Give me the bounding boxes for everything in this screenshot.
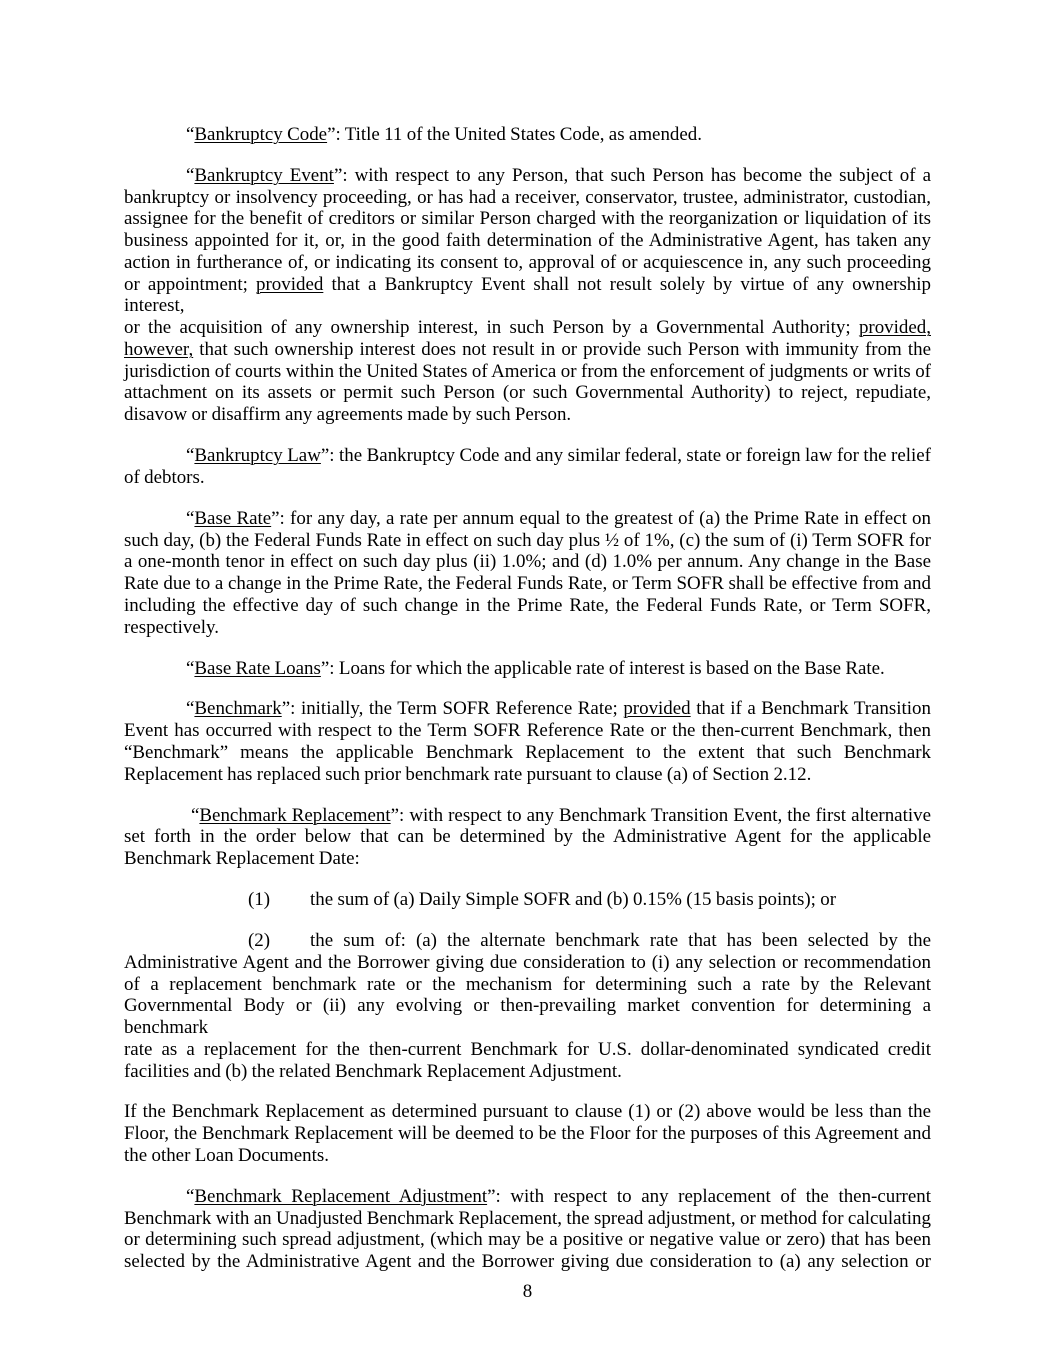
text-segment: jurisdiction of courts within the United States of America or from the enforcement of judgments or writs of (124, 360, 931, 382)
text-segment: the sum of: (a) the alternate benchmark rate that has been selected by the (310, 930, 931, 951)
text-segment: action in furtherance of, or indicating its consent to, approval of or acquiescence in, any such proceeding (124, 251, 931, 273)
text-segment: attachment on its assets or permit such Person (or such Governmental Authority) to reject, repudiate, (124, 382, 931, 404)
text-line (124, 1251, 931, 1273)
text-line (124, 124, 931, 146)
defined-term: Base Rate (194, 507, 272, 529)
open-quote: “ (186, 507, 195, 529)
definition-text: ”: with respect to any Benchmark Transition Event, the first alternative (390, 804, 931, 826)
text-line (124, 382, 931, 404)
text-line (124, 252, 931, 274)
open-quote: “ (186, 164, 195, 186)
text-segment: or appointment; (124, 273, 257, 295)
text-line (124, 445, 931, 467)
text-line (124, 361, 931, 383)
text-line (124, 208, 931, 230)
text-segment: disavow or disaffirm any agreements made by such Person. (124, 404, 572, 426)
page-body (124, 124, 931, 1292)
definition-benchmark (124, 698, 931, 785)
text-line (124, 1061, 931, 1083)
text-line (124, 848, 931, 870)
text-segment: that if a Benchmark Transition (690, 698, 931, 720)
underlined-proviso: however, (124, 338, 194, 360)
text-line (124, 274, 931, 318)
definition-base-rate-loans (124, 658, 931, 680)
definition-bankruptcy-law (124, 445, 931, 489)
open-quote: “ (186, 698, 195, 720)
text-line (124, 698, 931, 720)
text-line (124, 805, 931, 827)
text-line (124, 1208, 931, 1230)
text-line (124, 720, 931, 742)
text-line (124, 165, 931, 187)
list-label: (2) (248, 930, 271, 951)
text-line (124, 1039, 931, 1061)
text-line (124, 404, 931, 426)
text-line (124, 930, 931, 952)
text-segment: Replacement has replaced such prior benchmark rate pursuant to clause (a) of Section 2.12. (124, 763, 812, 785)
text-line (124, 1123, 931, 1145)
text-segment: assignee for the benefit of creditors or similar Person charged with the reorganization or liquidation of its (124, 208, 931, 230)
defined-term: Benchmark Replacement Adjustment (194, 1185, 488, 1207)
text-segment: Governmental Body or (ii) any evolving or then-prevailing market convention for determining a benchmark (124, 995, 931, 1038)
text-segment: that such ownership interest does not result in or provide such Person with immunity from the (193, 338, 931, 360)
underlined-proviso: provided, (858, 317, 931, 339)
text-segment: a one-month tenor in effect on such day plus (ii) 1.0%; and (d) 1.0% per annum. Any change in the Base (124, 551, 931, 573)
definition-benchmark-replacement-adjustment (124, 1186, 931, 1273)
text-segment: of debtors. (124, 466, 205, 488)
text-line (124, 1145, 931, 1167)
text-segment: Event has occurred with respect to the Term SOFR Reference Rate or the then-current Benchmark, then (124, 720, 931, 742)
definition-text: ”: initially, the Term SOFR Reference Rate; (281, 698, 624, 720)
text-line (124, 995, 931, 1039)
text-line (124, 187, 931, 209)
text-segment: or the acquisition of any ownership interest, in such Person by a Governmental Authority; (124, 317, 859, 339)
open-quote: “ (186, 657, 195, 679)
text-segment: the other Loan Documents. (124, 1144, 329, 1166)
text-line (124, 1186, 931, 1208)
underlined-proviso: provided (256, 273, 324, 295)
text-line (124, 952, 931, 974)
text-line (124, 551, 931, 573)
text-segment: or determining such spread adjustment, (which may be a positive or negative value or zero) that has been (124, 1229, 931, 1251)
text-segment: including the effective day of such change in the Prime Rate, the Federal Funds Rate, or Term SOFR, (124, 594, 931, 616)
definition-bankruptcy-code (124, 124, 931, 146)
text-line (124, 230, 931, 252)
text-line (124, 339, 931, 361)
text-segment: of a replacement benchmark rate or the mechanism for determining such a rate by the Relevant (124, 973, 931, 995)
text-line (124, 617, 931, 639)
list-item-1 (124, 889, 931, 911)
text-segment: If the Benchmark Replacement as determined pursuant to clause (1) or (2) above would be less than the (124, 1101, 931, 1123)
definition-text: ”: for any day, a rate per annum equal to the greatest of (a) the Prime Rate in effect on (271, 507, 931, 529)
definition-text: ”: the Bankruptcy Code and any similar federal, state or foreign law for the relief (320, 445, 931, 467)
defined-term: Bankruptcy Event (194, 164, 334, 186)
definition-text: ”: Title 11 of the United States Code, as amended. (327, 124, 702, 145)
text-segment: Rate due to a change in the Prime Rate, the Federal Funds Rate, or Term SOFR shall be effective from and (124, 573, 931, 595)
definition-text: ”: Loans for which the applicable rate of interest is based on the Base Rate. (320, 657, 885, 679)
text-segment: business appointed for it, or, in the good faith determination of the Administrative Agent, has taken any (124, 230, 931, 252)
text-segment: facilities and (b) the related Benchmark Replacement Adjustment. (124, 1060, 622, 1082)
defined-term: Base Rate Loans (194, 657, 321, 679)
text-segment: that a Bankruptcy Event shall not result solely by virtue of any ownership interest, (124, 273, 932, 317)
open-quote: “ (191, 804, 200, 826)
floor-paragraph (124, 1101, 931, 1166)
text-segment: the sum of (a) Daily Simple SOFR and (b) 0.15% (15 basis points); or (310, 889, 837, 911)
text-line (124, 1229, 931, 1251)
definition-bankruptcy-event (124, 165, 931, 426)
text-line (124, 1101, 931, 1123)
text-line (124, 573, 931, 595)
text-line (124, 317, 931, 339)
defined-term: Benchmark Replacement (199, 804, 391, 826)
underlined-proviso: provided (623, 698, 691, 720)
definition-base-rate (124, 508, 931, 639)
open-quote: “ (186, 445, 195, 467)
text-line (124, 658, 931, 680)
text-line (124, 530, 931, 552)
text-segment: selected by the Administrative Agent and the Borrower giving due consideration to (a) any selection or (124, 1251, 931, 1273)
definition-text: ”: with respect to any replacement of the then-current (487, 1185, 931, 1207)
defined-term: Benchmark (194, 698, 282, 720)
text-segment: Floor, the Benchmark Replacement will be deemed to be the Floor for the purposes of this Agreement and (124, 1123, 931, 1145)
definition-benchmark-replacement (124, 805, 931, 870)
text-segment: Benchmark Replacement Date: (124, 848, 360, 870)
text-segment: rate as a replacement for the then-current Benchmark for U.S. dollar-denominated syndicated credit (124, 1038, 931, 1060)
text-line (124, 595, 931, 617)
text-segment: such day, (b) the Federal Funds Rate in effect on such day plus ½ of 1%, (c) the sum of (i) Term SOFR for (124, 529, 931, 551)
text-line (124, 467, 931, 489)
list-label: (1) (248, 889, 271, 911)
text-line (124, 826, 931, 848)
text-segment: bankruptcy or insolvency proceeding, or has had a receiver, conservator, trustee, administrator, custodian, (124, 186, 931, 208)
text-line (124, 742, 931, 764)
open-quote: “ (186, 1185, 195, 1207)
definition-text: ”: with respect to any Person, that such Person has become the subject of a (333, 164, 931, 186)
defined-term: Bankruptcy Law (194, 445, 321, 467)
text-segment: set forth in the order below that can be determined by the Administrative Agent for the applicable (124, 826, 931, 848)
defined-term: Bankruptcy Code (194, 124, 328, 145)
text-segment: Administrative Agent and the Borrower giving due consideration to (i) any selection or recommendation (124, 951, 931, 973)
page-number: 8 (522, 1281, 533, 1302)
open-quote: “ (186, 124, 195, 145)
text-line (124, 974, 931, 996)
list-item-2 (124, 930, 931, 1082)
text-line (124, 764, 931, 786)
text-segment: Benchmark with an Unadjusted Benchmark Replacement, the spread adjustment, or method for calculating (124, 1207, 931, 1229)
text-segment: “Benchmark” means the applicable Benchmark Replacement to the extent that such Benchmark (124, 741, 931, 763)
text-line (124, 889, 931, 911)
text-segment: respectively. (124, 616, 219, 638)
text-line (124, 508, 931, 530)
